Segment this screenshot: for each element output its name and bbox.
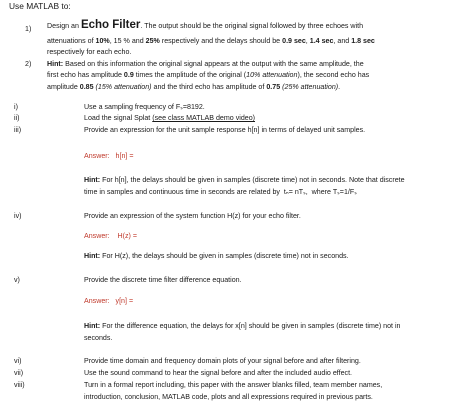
subitem-ii-text: Load the signal Splat (see class MATLAB demo video) (84, 114, 256, 122)
class-matlab-demo-video-link[interactable]: (see class MATLAB demo video) (152, 114, 256, 122)
subitem-iii-hint-line-1: Hint: For h[n], the delays should be given in samples (discrete time) not in seconds. Note that discrete (84, 176, 405, 184)
subitem-v-text: Provide the discrete time filter difference equation. (84, 276, 242, 284)
subitem-iv-answer-label: Answer: H(z) = (84, 232, 138, 240)
item-1-line-3: respectively for each echo. (47, 48, 132, 56)
subitem-vi-text: Provide time domain and frequency domain plots of your signal before and after filtering. (84, 357, 361, 365)
item-1-line-1: Design an Echo Filter. The output should be the original signal followed by three echoes with (47, 19, 364, 31)
subitem-iii-number: iii) (14, 126, 22, 134)
heading: Use MATLAB to: (9, 1, 71, 11)
subitem-vii-text: Use the sound command to hear the signal before and after the included audio effect. (84, 369, 353, 377)
subitem-iii-hint-line-2: time in samples and continuous time in seconds are related by tₙ= nTₛ, where Tₛ=1/Fₛ (84, 188, 357, 196)
subitem-vii-number: vii) (14, 369, 24, 377)
item-2-line-2: first echo has amplitude 0.9 times the amplitude of the original (10% attenuation), the second echo has (47, 71, 370, 79)
subitem-iii-answer-label: Answer: h[n] = (84, 152, 134, 160)
item-2-line-3: amplitude 0.85 (15% attenuation) and the third echo has amplitude of 0.75 (25% attenuation). (47, 83, 341, 91)
item-1-line-2: attenuations of 10%, 15 % and 25% respectively and the delays should be 0.9 sec, 1.4 sec, and 1.8 sec (47, 37, 375, 45)
subitem-vi-number: vi) (14, 357, 22, 365)
subitem-iii-text: Provide an expression for the unit sample response h[n] in terms of delayed unit samples. (84, 126, 366, 134)
subitem-iv-text: Provide an expression of the system function H(z) for your echo filter. (84, 212, 301, 220)
subitem-viii-number: viii) (14, 381, 25, 389)
item-2-number: 2) (25, 60, 32, 68)
subitem-v-number: v) (14, 276, 20, 284)
subitem-ii-number: ii) (14, 114, 20, 122)
subitem-iv-hint-line-1: Hint: For H(z), the delays should be given in samples (discrete time) not in seconds. (84, 252, 349, 260)
subitem-iv-number: iv) (14, 212, 22, 220)
echo-filter-title: Echo Filter (80, 19, 141, 31)
subitem-i-text: Use a sampling frequency of Fₛ=8192. (84, 103, 205, 111)
subitem-v-hint-line-2: seconds. (84, 334, 113, 342)
subitem-v-hint-line-1: Hint: For the difference equation, the delays for x[n] should be given in samples (discrete time) not in (84, 322, 401, 330)
subitem-v-answer-label: Answer: y[n] = (84, 297, 134, 305)
item-1-number: 1) (25, 25, 32, 33)
subitem-i-number: i) (14, 103, 18, 111)
item-2-line-1: Hint: Based on this information the original signal appears at the output with the same amplitude, the (47, 60, 364, 68)
subitem-viii-line-2: introduction, conclusion, MATLAB code, plots and all expressions required in previous parts. (84, 393, 373, 401)
subitem-viii-line-1: Turn in a formal report including, this paper with the answer blanks filled, team member names, (84, 381, 383, 389)
